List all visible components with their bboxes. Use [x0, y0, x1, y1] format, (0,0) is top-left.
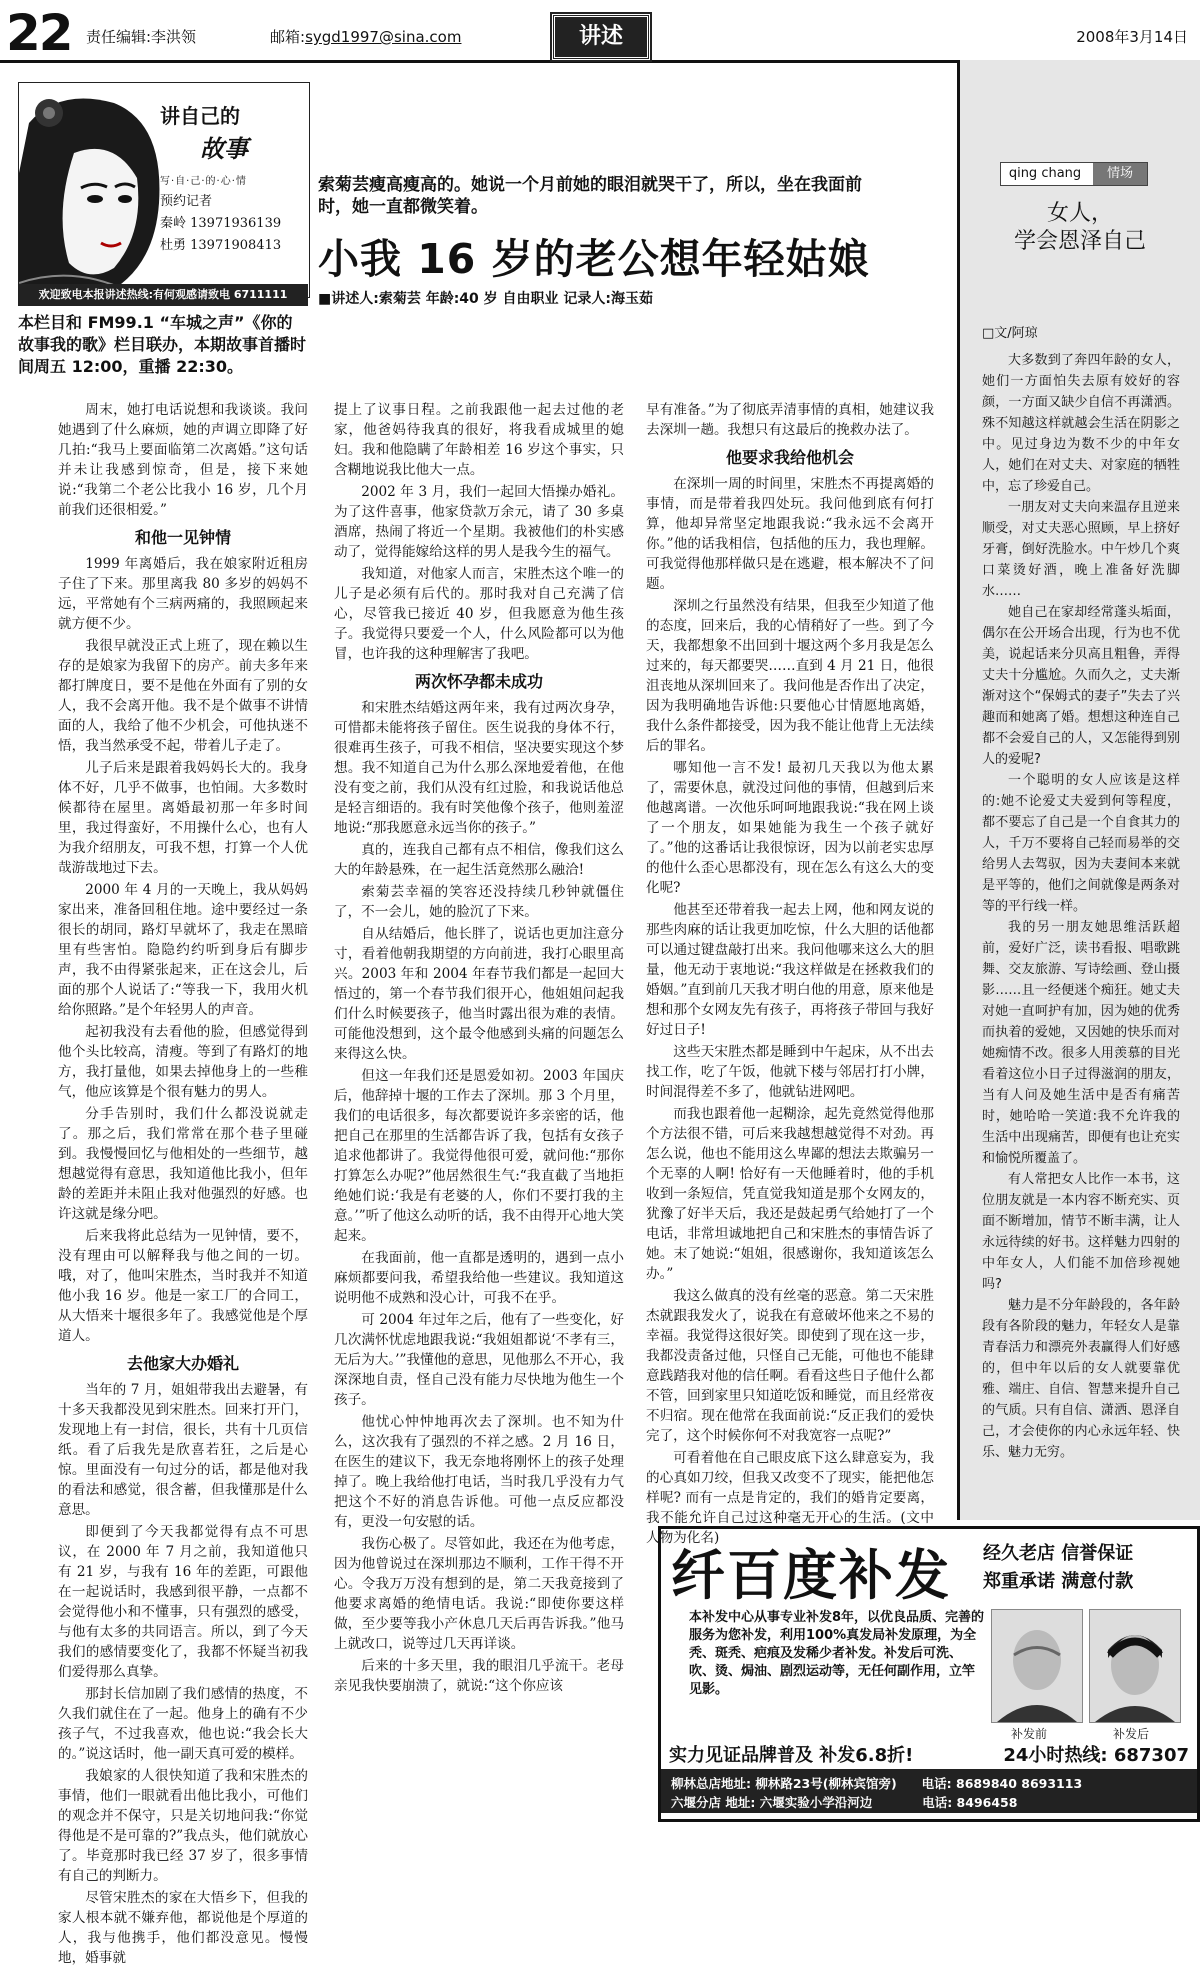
column-subtitle: 写·自·己·的·心·情 [160, 176, 247, 187]
hair-ad [658, 1526, 1200, 1822]
article-paragraph: 儿子后来是跟着我妈妈长大的。我身体不好，几乎不做事，也怕闹。大多数时候都待在屋里。离婚最初那一年多时间里，我过得蛮好，不用操什么心，也有人为我介绍朋友，可我不想，打算一个人优哉游哉地过下去。 [58, 760, 308, 876]
sidebar-author: □文/阿琼 [982, 326, 1038, 341]
issue-date: 2008年3月14日 [1076, 28, 1188, 46]
sidebar-paragraph: 她自己在家却经常蓬头垢面，偶尔在公开场合出现，行为也不优美，说起话来分贝高且粗鲁，弄得丈夫十分尴尬。久而久之，丈夫渐渐对这个“保姆式的妻子”失去了兴趣而和她离了婚。想想这种连自己都不会爱自己的人，又怎能得到别人的爱呢? [982, 605, 1180, 767]
article-paragraph: 1999 年离婚后，我在娘家附近租房子住了下来。那里离我 80 多岁的妈妈不远，平常她有个三病两痛的，我照顾起来就方便不少。 [58, 556, 308, 632]
article-paragraph: 可 2004 年过年之后，他有了一些变化，好几次满怀忧虑地跟我说:“我姐姐都说‘不孝有三，无后为大。’”我懂他的意思，见他那么不开心，我深深地自责，怪自己没有能力尽快地为他生一个孩子。 [334, 1312, 624, 1408]
article-paragraph: 深圳之行虽然没有结果，但我至少知道了他的态度，回来后，我的心情稍好了一些。到了今天，我都想象不出回到十堰这两个多月我是怎么过来的，每天都要哭……直到 4 月 21 日，他很沮丧地从深圳回来了。我问他是否作出了决定，因为我明确地告诉他:只要他心甘情愿地离婚，我什么条件都接受，因为我不能让他背上无法续后的罪名。 [646, 598, 934, 754]
editor-credit: 责任编辑:李洪领 [86, 28, 197, 46]
sidebar-title [990, 200, 1170, 256]
ad-body: 本补发中心从事专业补发8年，以优良品质、完善的服务为您补发，利用100%真发局补发原理，为全秃、斑秃、疤痕及发稀少者补发。补发后可洗、吹、烫、焗油、剧烈运动等，无任何副作用，立竿见影。 [689, 1610, 985, 1697]
column-title [160, 100, 310, 164]
sidebar-paragraph: 我的另一朋友她思维活跃超前，爱好广泛，读书看报、唱歌跳舞、交友旅游、写诗绘画、登山摄影……且一经便迷个痴狂。她丈夫对她一直呵护有加，因为她的优秀而执着的爱她，又因她的快乐而对她痴情不改。很多人用羡慕的目光看着这位小日子过得滋润的朋友，当有人问及她生活中是否有痛苦时，她哈哈一笑道:我不允许我的生活中出现痛苦，即便有也让充实和愉悦所覆盖了。 [982, 920, 1180, 1166]
page-header [0, 0, 1200, 63]
article-paragraph: 周末，她打电话说想和我谈谈。我问她遇到了什么麻烦，她的声调立即降了好几拍:“我马上要面临第二次离婚。”这句话并未让我感到惊奇，但是，接下来她说:“我第二个老公比我小 16 岁，几个月前我们还很相爱。” [58, 402, 308, 518]
article-paragraph: 即便到了今天我都觉得有点不可思议，在 2000 年 7 月之前，我知道他只有 21 岁，与我有 16 年的差距，可跟他在一起说话时，我感到很平静，一点都不会觉得他小和不懂事，只有强烈的感受，与他有太多的共同语言。所以，到了今天我们的感情要变化了，我都不怀疑当初我们爱得那么真挚。 [58, 1524, 308, 1680]
article-column-2 [334, 400, 624, 1698]
ad-address-bar [661, 1769, 1197, 1813]
ad-slogan: 郑重承诺 满意付款 [983, 1571, 1134, 1592]
article-paragraph: 尽管宋胜杰的家在大悟乡下，但我的家人根本就不嫌弃他，都说他是个厚道的人，我与他携手，他们都没意见。慢慢地，婚事就 [58, 1890, 308, 1966]
article-paragraph: 分手告别时，我们什么都没说就走了。那之后，我们常常在那个巷子里碰到。我慢慢回忆与他相处的一些细节，越想越觉得有意思，我知道他比我小，但年龄的差距并未阻止我对他强烈的好感。也许这就是缘分吧。 [58, 1106, 308, 1222]
article-paragraph: 但这一年我们还是恩爱如初。2003 年国庆后，他辞掉十堰的工作去了深圳。那 3 个月里，我们的电话很多，每次都要说许多亲密的话，他把自己在那里的生活都告诉了我，包括有女孩子追求他都讲了。我觉得他很可爱，就问他:“那你打算怎么办呢?”他居然很生气:“我直截了当地拒绝她们说:‘我是有老婆的人，你们不要打我的主意。’”听了他这么动听的话，我不由得开心地大笑起来。 [334, 1068, 624, 1244]
article-lede: 索菊芸瘦高瘦高的。她说一个月前她的眼泪就哭干了，所以，坐在我面前时，她一直都微笑着。 [318, 175, 862, 217]
ad-hotline: 24小时热线: 687307 [1003, 1741, 1189, 1767]
radio-partnership-note: 本栏目和 FM99.1 “车城之声”《你的故事我的歌》栏目联办，本期故事首播时间周五 12:00，重播 22:30。 [18, 313, 307, 376]
article-paragraph: 索菊芸幸福的笑容还没持续几秒钟就僵住了，不一会儿，她的脸沉了下来。 [334, 884, 624, 920]
sidebar-tag [1000, 162, 1148, 186]
after-photo [1089, 1609, 1181, 1723]
article-paragraph: 哪知他一言不发! 最初几天我以为他太累了，需要休息，就没过问他的事情，但越到后来他越离谱。一次他乐呵呵地跟我说:“我在网上谈了一个朋友，如果她能为我生一个孩子就好了。”他的这番话让我很惊讶，因为以前老实忠厚的他什么歪心思都没有，现在怎么有这么大的变化呢? [646, 760, 934, 896]
article-byline: ■讲述人:索菊芸 年龄:40 岁 自由职业 记录人:海玉茹 [318, 291, 654, 307]
article-paragraph: 在深圳一周的时间里，宋胜杰不再提离婚的事情，而是带着我四处玩。我问他到底有何打算，他却异常坚定地跟我说:“我永远不会离开你。”他的话我相信，包括他的压力，我也理解。可我觉得他那样做只是在逃避，根本解决不了问题。 [646, 476, 934, 592]
page-number: 22 [6, 4, 72, 62]
section-heading: 和他一见钟情 [134, 528, 231, 547]
ad-branch-address: 六堰分店 地址: 六堰实验小学沿河边 电话: 8496458 [671, 1795, 1018, 1810]
sidebar-title-line2: 学会恩泽自己 [1013, 229, 1146, 254]
article-paragraph: 我娘家的人很快知道了我和宋胜杰的事情，他们一眼就看出他比我小，可他们的观念并不保守，只是关切地问我:“你觉得他是不是可靠的?”我点头，他们就放心了。毕竟那时我已经 37 岁了，很多事情有自己的判断力。 [58, 1768, 308, 1884]
section-heading: 去他家大办婚礼 [126, 1354, 239, 1373]
article-paragraph: 我这么做真的没有丝毫的恶意。第二天宋胜杰就跟我发火了，说我在有意破坏他来之不易的幸福。我觉得这很好笑。即使到了现在这一步，我都没责备过他，只怪自己无能，可他也不能肆意践踏我对他的信任啊。看看这些日子他什么都不管，回到家里只知道吃饭和睡觉，而且经常夜不归宿。现在他常在我面前说:“反正我们的爱快完了，这个时候你何不对我宽容一点呢?” [646, 1288, 934, 1444]
article-paragraph: 可看着他在自己眼皮底下这么肆意妄为，我的心真如刀绞，但我又改变不了现实，能把他怎样呢? 而有一点是肯定的，我们的婚肯定要离，我不能允许自己过这种毫无开心的生活。(文中人物为化名) [646, 1450, 934, 1546]
section-heading: 他要求我给他机会 [725, 448, 854, 467]
column-info [160, 100, 310, 253]
before-photo [991, 1609, 1083, 1723]
article-column-1 [58, 400, 308, 1970]
article-paragraph: 而我也跟着他一起糊涂，起先竟然觉得他那个方法很不错，可后来我越想越觉得不对劲。再怎么说，他也不能用这么卑鄙的想法去欺骗另一个无辜的人啊! 恰好有一天他睡着时，他的手机收到一条短信，凭直觉我知道是那个女网友的，犹豫了好半天后，我还是鼓起勇气给她打了一个电话，非常坦诚地把自己和宋胜杰的事情告诉了她。末了她说:“姐姐，很感谢你，我知道该怎么办。” [646, 1106, 934, 1282]
email-label: 邮箱: [270, 28, 306, 46]
sidebar-paragraph: 大多数到了奔四年龄的女人，她们一方面怕失去原有姣好的容颜，一方面又缺少自信不再潇洒。殊不知越这样就越会生活在阴影之中。见过身边为数不少的中年女人，她们在对丈夫、对家庭的牺牲中，忘了珍爱自己。 [982, 353, 1180, 494]
article-paragraph: 他忧心忡忡地再次去了深圳。也不知为什么，这次我有了强烈的不祥之感。2 月 16 日，在医生的建议下，我无奈地将刚怀上的孩子处理掉了。晚上我给他打电话，当时我几乎没有力气把这个不好的消息告诉他。可他一点反应都没有，更没一句安慰的话。 [334, 1414, 624, 1530]
sidebar-paragraph: 有人常把女人比作一本书，这位朋友就是一本内容不断充实、页面不断增加，情节不断丰满，让人永远待续的好书。这样魅力四射的中年女人，人们能不加倍珍视她吗? [982, 1172, 1180, 1292]
sidebar-paragraph: 一朋友对丈夫向来温存且逆来顺受，对丈夫恶心照顾，早上挤好牙膏，倒好洗脸水。中午炒几个爽口菜烫好酒，晚上准备好洗脚水…… [982, 500, 1180, 599]
article-paragraph: 我知道，对他家人而言，宋胜杰这个唯一的儿子是必须有后代的。那时我对自己充满了信心，尽管我已接近 40 岁，但我愿意为他生孩子。我觉得只要爱一个人，什么风险都可以为他冒，也许我的这种理解害了我吧。 [334, 566, 624, 662]
ad-title: 纤百度补发 [671, 1544, 951, 1607]
article-paragraph: 他甚至还带着我一起去上网，他和网友说的那些肉麻的话让我更加吃惊，什么大胆的话他都可以通过键盘敲打出来。我问他哪来这么大的胆量，他无动于衷地说:“我这样做是在拯救我们的婚姻。”直到前几天我才明白他的用意，原来他是想和那个女网友先有孩子，再将孩子带回与我好好过日子! [646, 902, 934, 1038]
section-heading: 两次怀孕都未成功 [414, 672, 543, 691]
article-headline: 小我 16 岁的老公想年轻姑娘 [318, 235, 870, 283]
article-paragraph: 后来的十多天里，我的眼泪几乎流干。老母亲见我快要崩溃了，就说:“这个你应该 [334, 1658, 624, 1694]
section-tag: 讲述 [552, 14, 650, 60]
article-paragraph: 早有准备。”为了彻底弄清事情的真相，她建议我去深圳一趟。我想只有这最后的挽救办法了。 [646, 402, 934, 438]
article-paragraph: 这些天宋胜杰都是睡到中午起床，从不出去找工作，吃了午饭，他就下楼与邻居打打小牌，时间混得差不多了，他就钻进网吧。 [646, 1044, 934, 1100]
editor-email [270, 26, 461, 47]
article-paragraph: 起初我没有去看他的脸，但感觉得到他个头比较高，清瘦。等到了有路灯的地方，我打量他，如果去掉他身上的一些稚气，他应该算是个很有魅力的男人。 [58, 1024, 308, 1100]
article-paragraph: 后来我将此总结为一见钟情，要不，没有理由可以解释我与他之间的一切。哦，对了，他叫宋胜杰，当时我并不知道他小我 16 岁。他是一家工厂的合同工，从大悟来十堰很多年了。我感觉他是个厚道人。 [58, 1228, 308, 1344]
ad-promo-text: 实力见证品牌普及 补发6.8折! [669, 1745, 914, 1766]
column-title-line1: 讲自己的 [160, 104, 240, 128]
sidebar-tag-pinyin: qing chang [1008, 166, 1082, 181]
article-paragraph: 真的，连我自己都有点不相信，像我们这么大的年龄悬殊，在一起生活竟然那么融洽! [334, 842, 624, 878]
hotline-banner: 欢迎致电本报讲述热线:有何观感请致电 6711111 [18, 284, 308, 306]
article-paragraph: 我很早就没正式上班了，现在赖以生存的是娘家为我留下的房产。前夫多年来都打牌度日，要不是他在外面有了别的女人，我不会离开他。我不是个做事不讲情面的人，我给了他不少机会，可他执迷不悟，我当然承受不起，带着儿子走了。 [58, 638, 308, 754]
ad-branch-address: 柳林总店地址: 柳林路23号(柳林宾馆旁) 电话: 8689840 8693113 [671, 1776, 1083, 1791]
article-paragraph: 提上了议事日程。之前我跟他一起去过他的老家，他爸妈待我真的很好，将我看成城里的媳妇。我和他隐瞒了年龄相差 16 岁这个事实，只含糊地说我比他大一点。 [334, 402, 624, 478]
article-paragraph: 2000 年 4 月的一天晚上，我从妈妈家出来，准备回租住地。途中要经过一条很长的胡同，路灯早就坏了，我走在黑暗里有些害怕。隐隐约约听到身后有脚步声，我不由得紧张起来，正在这会儿，后面的那个人说话了:“等我一下，我用火机给你照路。”是个年轻男人的声音。 [58, 882, 308, 1018]
reporter-contact: 秦岭 13971936139 [160, 216, 282, 231]
email-address[interactable]: sygd1997@sina.com [305, 28, 462, 46]
column-title-line2: 故事 [200, 134, 248, 163]
article-paragraph: 当年的 7 月，姐姐带我出去避暑，有十多天我都没见到宋胜杰。回来打开门，发现地上有一封信，很长，共有十几页信纸。看了后我先是欣喜若狂，之后是心惊。里面没有一句过分的话，都是他对我的看法和感觉，很含蓄，但我懂那是什么意思。 [58, 1382, 308, 1518]
after-caption: 补发后 [1113, 1727, 1150, 1741]
article-paragraph: 在我面前，他一直都是透明的，遇到一点小麻烦都要问我，希望我给他一些建议。我知道这说明他不成熟和没心计，可我不在乎。 [334, 1250, 624, 1306]
sidebar-tag-label: 情场 [1093, 163, 1147, 185]
ad-slogan: 经久老店 信誉保证 [983, 1543, 1134, 1564]
sidebar-title-line1: 女人， [1046, 201, 1113, 226]
article-paragraph: 2002 年 3 月，我们一起回大悟操办婚礼。为了这件喜事，他家贷款万余元，请了 30 多桌酒席，热闹了将近一个星期。我被他们的朴实感动了，觉得能嫁给这样的男人是我今生的福气。 [334, 484, 624, 560]
article-paragraph: 我伤心极了。尽管如此，我还在为他考虑，因为他曾说过在深圳那边不顺利，工作干得不开心。令我万万没有想到的是，第二天我竟接到了他要求离婚的绝情电话。我说:“即使你要这样做，至少要等我小产休息几天后再告诉我。”他马上就改口，说等过几天再详谈。 [334, 1536, 624, 1652]
sidebar-body [982, 350, 1180, 1463]
article-paragraph: 那封长信加剧了我们感情的热度，不久我们就住在了一起。他身上的确有不少孩子气，不过我喜欢，他也说:“我会长大的。”说这话时，他一副天真可爱的模样。 [58, 1686, 308, 1762]
sidebar-paragraph: 魅力是不分年龄段的，各年龄段有各阶段的魅力，年轻女人是靠青春活力和漂亮外表赢得人们好感的，但中年以后的女人就要靠优雅、端庄、自信、智慧来提升自己的气质。只有自信、潇洒、恩泽自己，才会使你的内心永远年轻、快乐、魅力无穷。 [982, 1298, 1180, 1460]
before-caption: 补发前 [1011, 1727, 1048, 1741]
sidebar-paragraph: 一个聪明的女人应该是这样的:她不论爱丈夫爱到何等程度，都不要忘了自己是一个自食其力的人，千万不要将自己轻而易举的交给男人去驾驭，因为夫妻间本来就是平等的，他们之间就像是两条对等的平行线一样。 [982, 773, 1180, 914]
ad-promo-bar [661, 1741, 1197, 1765]
reporter-contact: 杜勇 13971908413 [160, 238, 282, 253]
article-paragraph: 自从结婚后，他长胖了，说话也更加注意分寸，看着他朝我期望的方向前进，我打心眼里高兴。2003 年和 2004 年春节我们都是一起回大悟过的，第一个春节我们很开心，他姐姐问起我们什么时候要孩子，他当时露出很为难的表情。可能他没想到，这个最令他感到头痛的问题怎么来得这么快。 [334, 926, 624, 1062]
article-paragraph: 和宋胜杰结婚这两年来，我有过两次身孕，可惜都未能将孩子留住。医生说我的身体不行，很难再生孩子，可我不相信，坚决要实现这个梦想。我不知道自己为什么那么深地爱着他，在他没有变之前，我们从没有红过脸，和我说话他总是轻言细语的。我有时笑他像个孩子，他则羞涩地说:“那我愿意永远当你的孩子。” [334, 700, 624, 836]
reporters-label: 预约记者 [160, 194, 213, 209]
article-column-3 [646, 400, 934, 1550]
